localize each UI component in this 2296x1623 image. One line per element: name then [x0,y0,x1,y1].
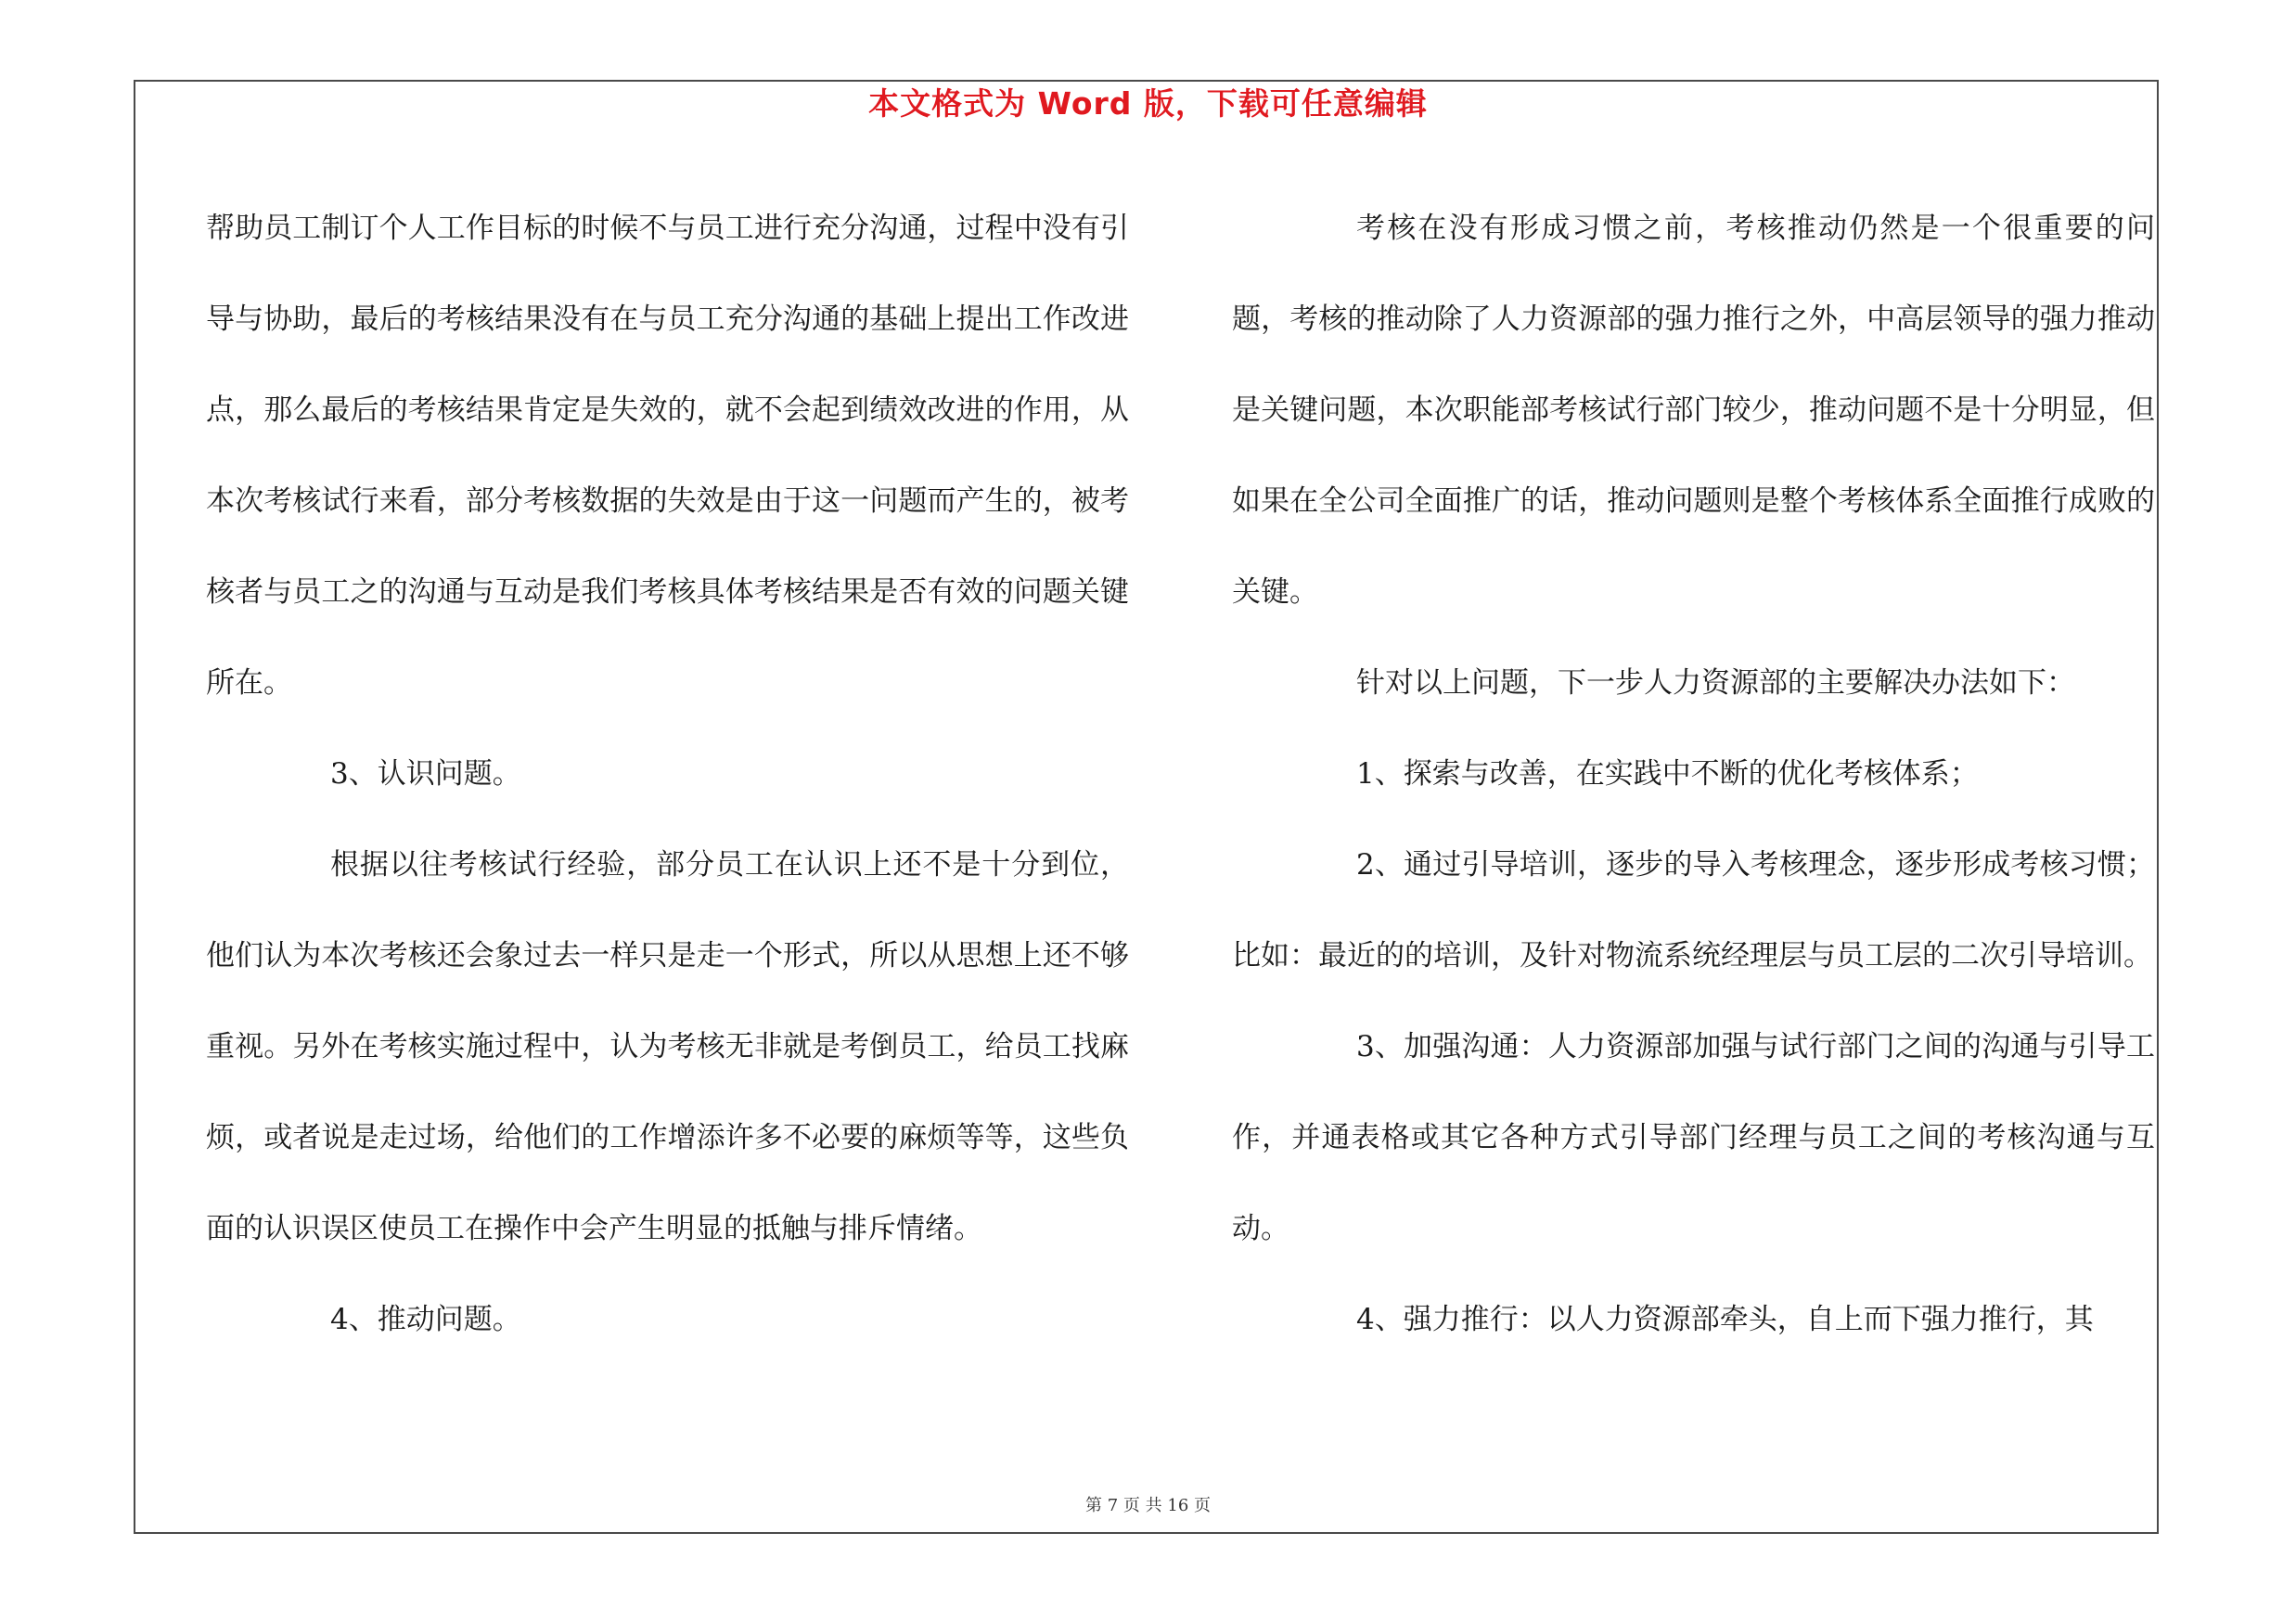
right-column [1232,183,2155,1365]
paragraph: 根据以往考核试行经验，部分员工在认识上还不是十分到位，他们认为本次考核还会象过去一样只是走一个形式，所以从思想上还不够重视。另外在考核实施过程中，认为考核无非就是考倒员工，给员工找麻烦，或者说是走过场，给他们的工作增添许多不必要的麻烦等等，这些负面的认识误区使员工在操作中会产生明显的抵触与排斥情绪。 [206,848,1129,1245]
format-banner: 本文格式为 Word 版，下载可任意编辑 [868,85,1428,122]
paragraph: 帮助员工制订个人工作目标的时候不与员工进行充分沟通，过程中没有引导与协助，最后的考核结果没有在与员工充分沟通的基础上提出工作改进点，那么最后的考核结果肯定是失效的，就不会起到绩效改进的作用，从本次考核试行来看，部分考核数据的失效是由于这一问题而产生的，被考核者与员工之的沟通与互动是我们考核具体考核结果是否有效的问题关键所在。 [206,212,1129,700]
total-page-count: 16 [1167,1496,1189,1515]
footer-prefix: 第 [1084,1496,1102,1515]
footer-middle: 页 共 [1122,1496,1162,1515]
paragraph: 考核在没有形成习惯之前，考核推动仍然是一个很重要的问题，考核的推动除了人力资源部的强力推行之外，中高层领导的强力推动是关键问题，本次职能部考核试行部门较少，推动问题不是十分明显，但如果在全公司全面推广的话，推动问题则是整个考核体系全面推行成败的关键。 [1232,212,2155,609]
section-heading: 4、推动问题。 [330,1303,521,1336]
list-item: 1、探索与改善，在实践中不断的优化考核体系； [1356,757,1979,791]
list-item: 4、强力推行：以人力资源部牵头，自上而下强力推行，其 [1356,1303,2094,1336]
paragraph: 针对以上问题，下一步人力资源部的主要解决办法如下： [1356,666,2075,700]
page-number-footer [0,1495,2296,1517]
current-page-number: 7 [1107,1496,1119,1515]
section-heading: 3、认识问题。 [330,757,521,791]
list-item: 3、加强沟通：人力资源部加强与试行部门之间的沟通与引导工作，并通表格或其它各种方式引导部门经理与员工之间的考核沟通与互动。 [1232,1030,2155,1245]
left-column [206,183,1129,1365]
footer-suffix: 页 [1194,1496,1212,1515]
list-item: 2、通过引导培训，逐步的导入考核理念，逐步形成考核习惯；比如：最近的的培训，及针对物流系统经理层与员工层的二次引导培训。 [1232,848,2155,973]
